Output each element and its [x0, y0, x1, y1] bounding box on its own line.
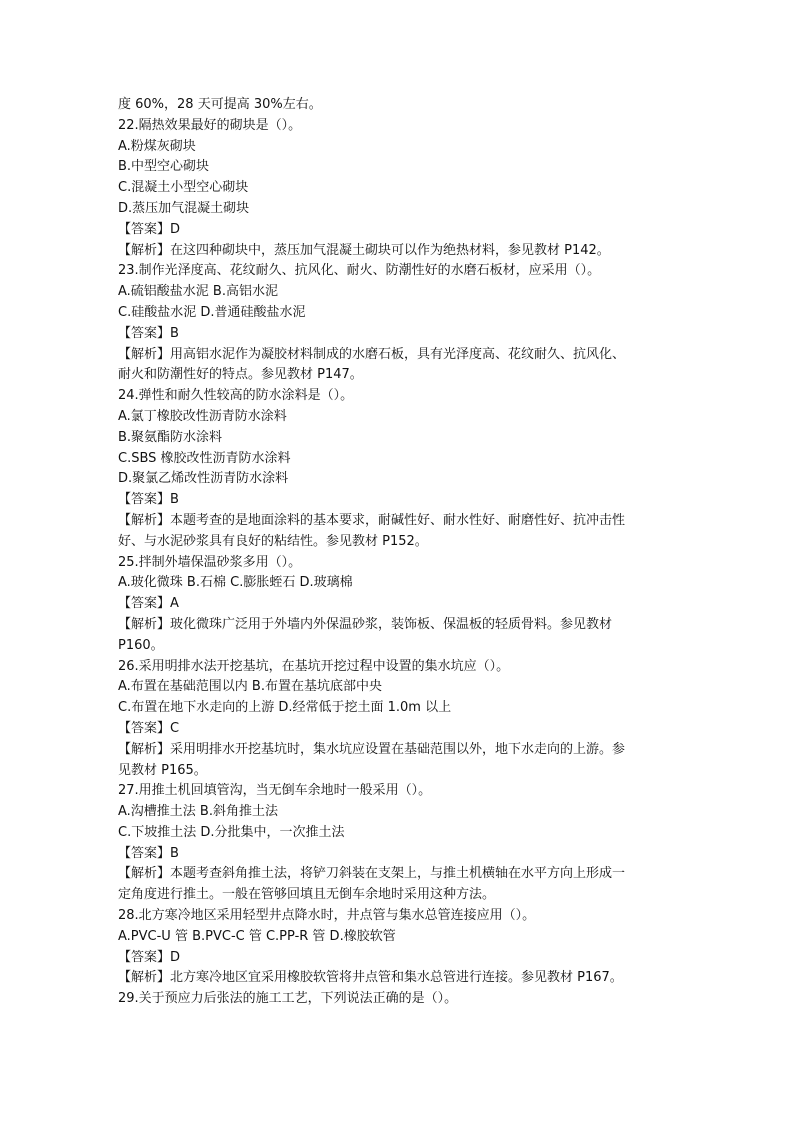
option-line: C.下坡推土法 D.分批集中，一次推土法 [118, 824, 345, 840]
answer-line: 【答案】A [118, 596, 179, 612]
answer-line: 【答案】B [118, 325, 179, 341]
option-line: B.中型空心砌块 [118, 159, 210, 175]
option-line: A.沟槽推土法 B.斜角推土法 [118, 804, 278, 820]
question-line: 26.采用明排水法开挖基坑，在基坑开挖过程中设置的集水坑应（）。 [118, 658, 510, 674]
option-line: B.聚氨酯防水涂料 [118, 429, 223, 445]
answer-line: 【答案】B [118, 492, 179, 508]
option-line: A.粉煤灰砌块 [118, 138, 196, 154]
question-line: 25.拌制外墙保温砂浆多用（）。 [118, 554, 302, 570]
option-line: A.PVC-U 管 B.PVC-C 管 C.PP-R 管 D.橡胶软管 [118, 928, 396, 944]
answer-line: 【答案】B [118, 845, 179, 861]
text-line: 度 60%，28 天可提高 30%左右。 [118, 97, 322, 112]
answer-line: 【答案】C [118, 720, 180, 736]
answer-line: 【答案】D [118, 221, 181, 237]
explanation-line: 【解析】本题考查斜角推土法，将铲刀斜装在支架上，与推土机横轴在水平方向上形成一 [118, 866, 626, 882]
option-line: A.硫铝酸盐水泥 B.高铝水泥 [118, 284, 278, 300]
explanation-line: 【解析】玻化微珠广泛用于外墙内外保温砂浆，装饰板、保温板的轻质骨料。参见教材 [118, 616, 613, 632]
question-line: 22.隔热效果最好的砌块是（）。 [118, 117, 302, 133]
option-line: A.布置在基础范围以内 B.布置在基坑底部中央 [118, 679, 382, 695]
question-line: 29.关于预应力后张法的施工工艺，下列说法正确的是（）。 [118, 991, 458, 1007]
question-line: 28.北方寒冷地区采用轻型井点降水时，井点管与集水总管连接应用（）。 [118, 908, 536, 924]
document-body [118, 95, 678, 1010]
option-line: D.聚氯乙烯改性沥青防水涂料 [118, 471, 289, 487]
option-line: C.混凝土小型空心砌块 [118, 180, 249, 196]
explanation-line: 【解析】用高铝水泥作为凝胶材料制成的水磨石板，具有光泽度高、花纹耐久、抗风化、 [118, 346, 626, 362]
option-line: C.SBS 橡胶改性沥青防水涂料 [118, 450, 291, 466]
question-line: 24.弹性和耐久性较高的防水涂料是（）。 [118, 388, 354, 404]
explanation-line: 定角度进行推土。一般在管够回填且无倒车余地时采用这种方法。 [118, 887, 496, 903]
question-line: 27.用推土机回填管沟，当无倒车余地时一般采用（）。 [118, 783, 432, 799]
option-line: D.蒸压加气混凝土砌块 [118, 200, 250, 216]
option-line: A.氯丁橡胶改性沥青防水涂料 [118, 408, 287, 424]
explanation-line: 【解析】在这四种砌块中，蒸压加气混凝土砌块可以作为绝热材料，参见教材 P142。 [118, 242, 610, 258]
explanation-line: 【解析】北方寒冷地区宜采用橡胶软管将井点管和集水总管进行连接。参见教材 P167。 [118, 970, 623, 986]
answer-line: 【答案】D [118, 949, 181, 965]
option-line: A.玻化微珠 B.石棉 C.膨胀蛭石 D.玻璃棉 [118, 575, 353, 591]
explanation-line: 【解析】本题考查的是地面涂料的基本要求，耐碱性好、耐水性好、耐磨性好、抗冲击性 [118, 512, 626, 528]
question-line: 23.制作光泽度高、花纹耐久、抗风化、耐火、防潮性好的水磨石板材，应采用（）。 [118, 263, 601, 279]
explanation-line: 见教材 P165。 [118, 762, 207, 778]
option-line: C.布置在地下水走向的上游 D.经常低于挖土面 1.0m 以上 [118, 700, 452, 716]
explanation-line: P160。 [118, 637, 164, 653]
explanation-line: 耐火和防潮性好的特点。参见教材 P147。 [118, 367, 363, 383]
option-line: C.硅酸盐水泥 D.普通硅酸盐水泥 [118, 304, 306, 320]
explanation-line: 好、与水泥砂浆具有良好的粘结性。参见教材 P152。 [118, 533, 428, 549]
explanation-line: 【解析】采用明排水开挖基坑时，集水坑应设置在基础范围以外，地下水走向的上游。参 [118, 741, 626, 757]
